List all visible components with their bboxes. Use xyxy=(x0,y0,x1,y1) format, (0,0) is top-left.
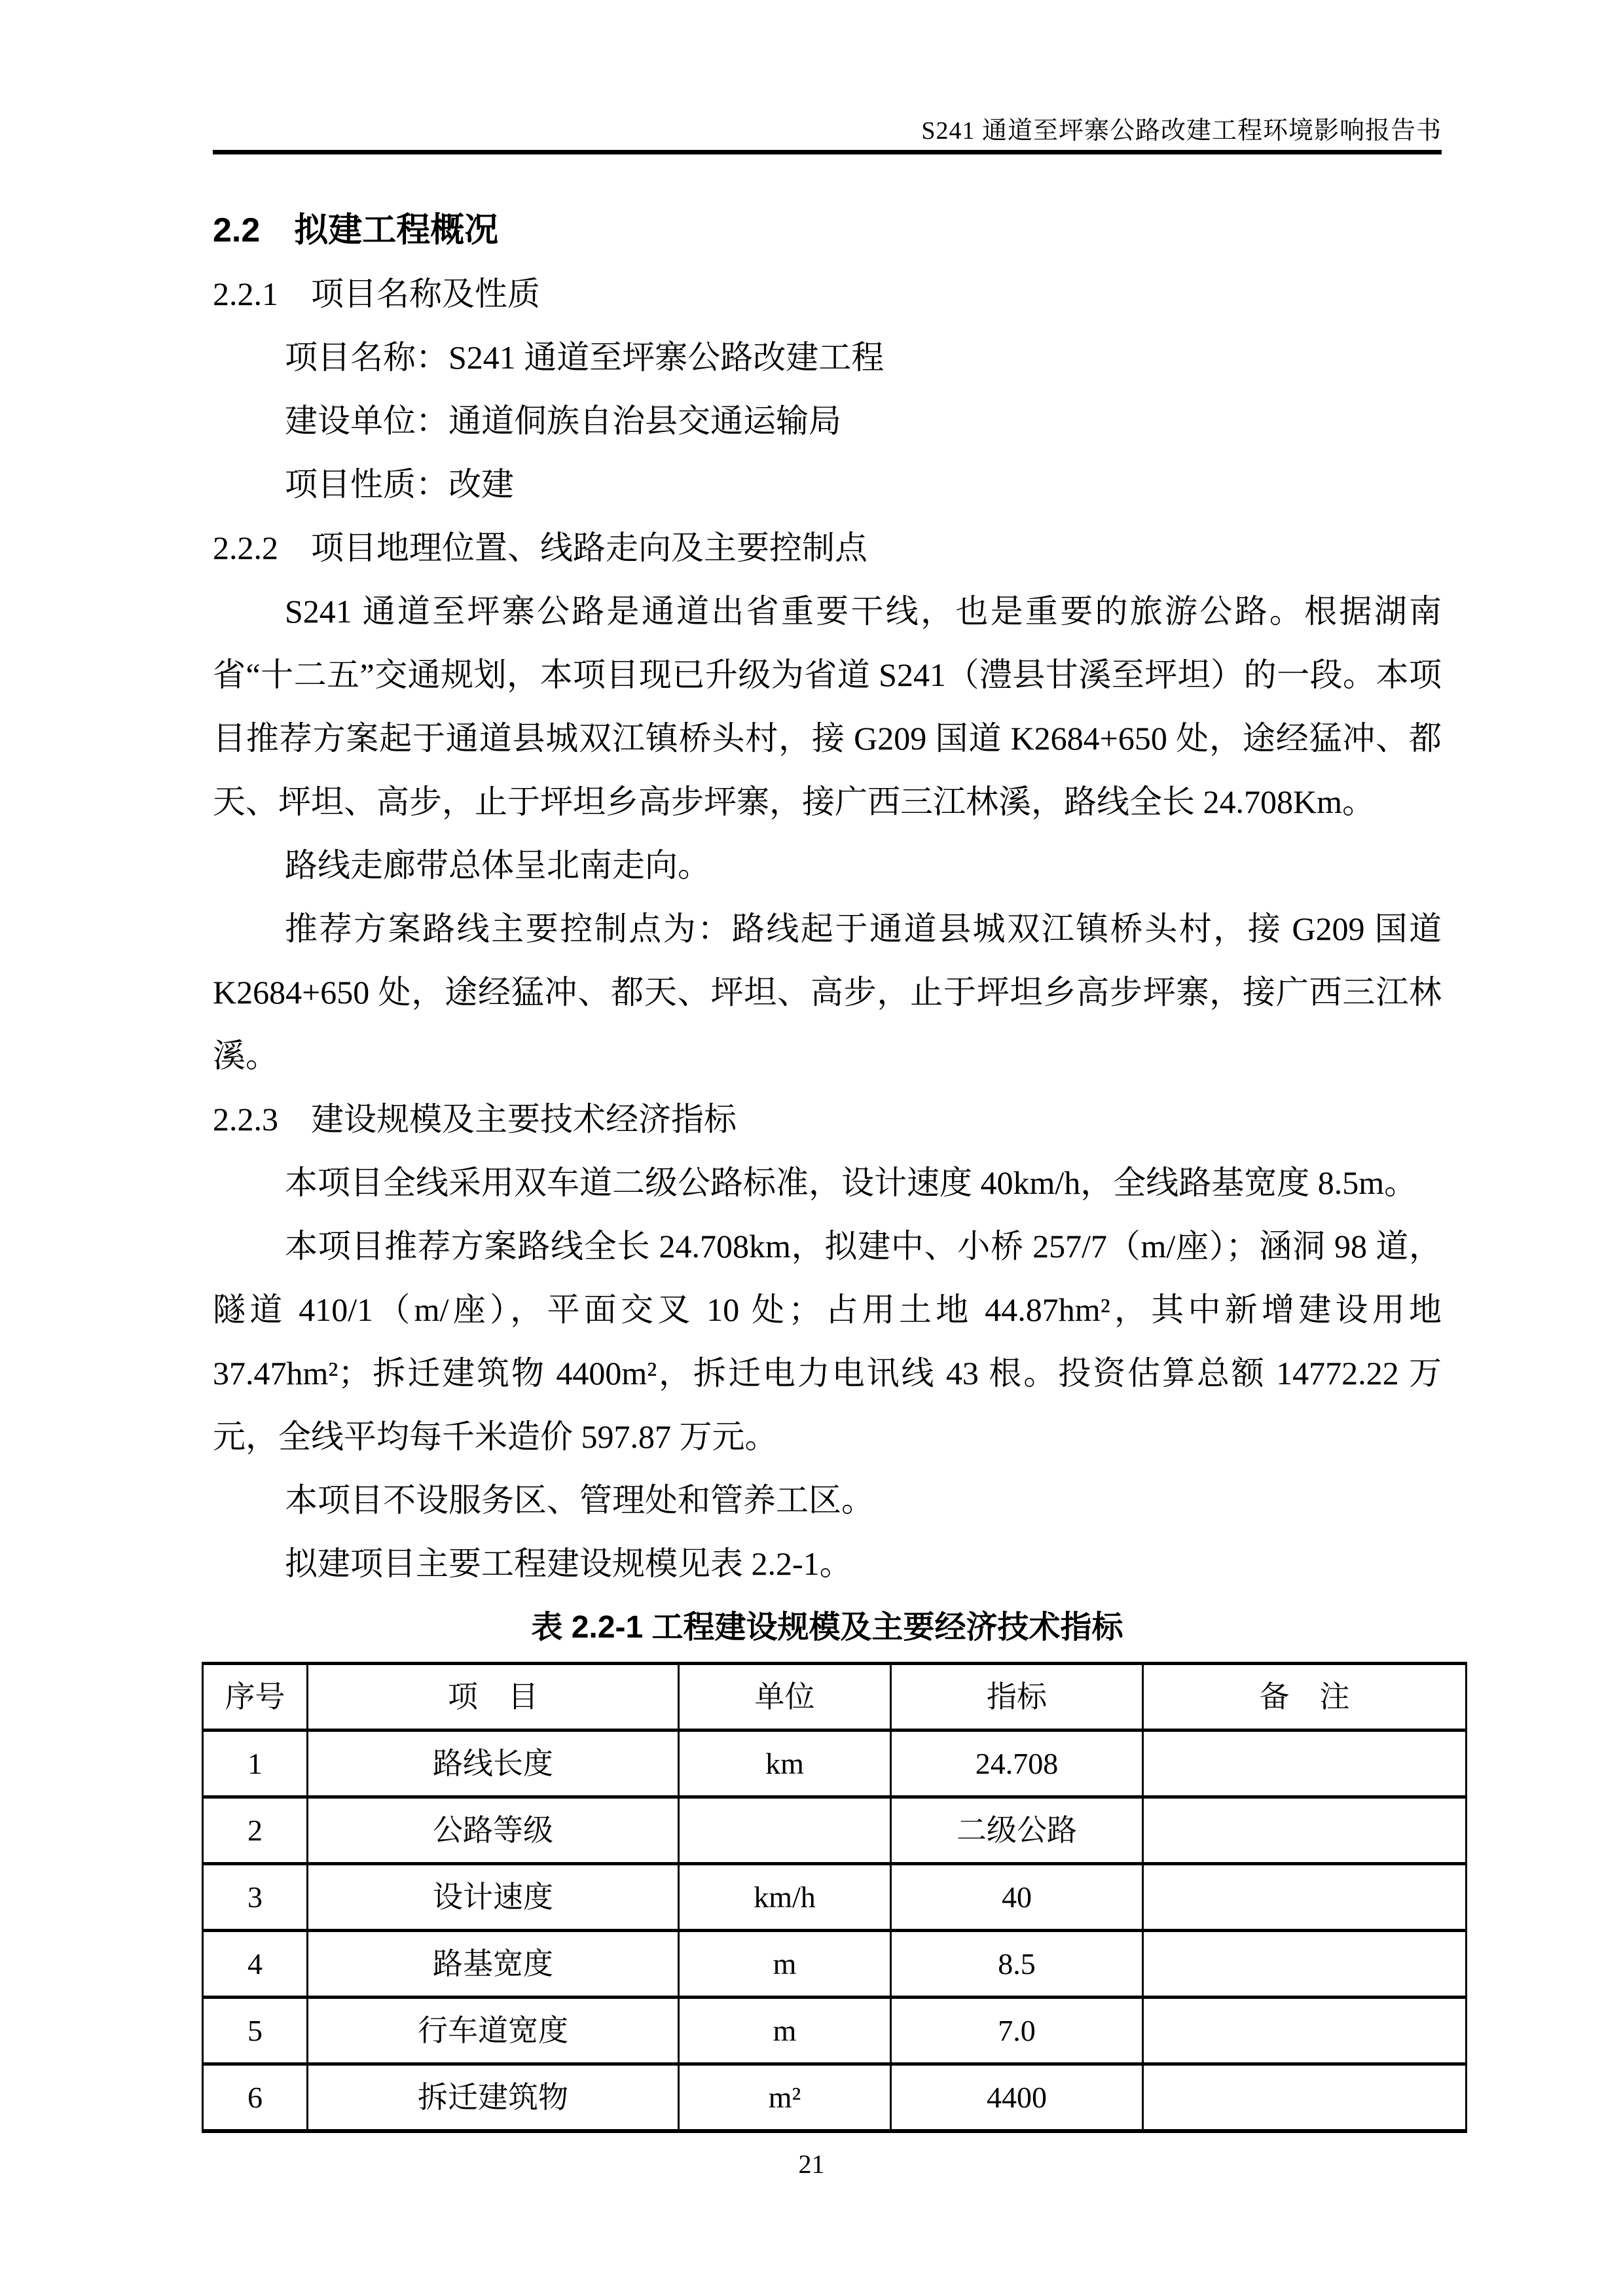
cell-unit: m xyxy=(679,1998,891,2064)
paragraph-route-overview: S241 通道至坪寨公路是通道出省重要干线，也是重要的旅游公路。根据湖南省“十二五”交通规划，本项目现已升级为省道 S241（澧县甘溪至坪坦）的一段。本项目推荐方案起于通道县城双江镇桥头村，接 G209 国道 K2684+650 处，途经猛冲、都天、坪坦、高步，止于坪坦乡高步坪寨，接广西三江林溪，路线全长 24.708Km。 xyxy=(213,593,1442,820)
cell-seq: 1 xyxy=(203,1731,308,1797)
cell-seq: 3 xyxy=(203,1864,308,1931)
cell-value: 8.5 xyxy=(891,1931,1143,1998)
heading-2-2-2: 2.2.2 项目地理位置、线路走向及主要控制点 xyxy=(213,529,867,566)
cell-seq: 4 xyxy=(203,1931,308,1998)
table-row xyxy=(203,1731,1467,1797)
table-row xyxy=(203,1797,1467,1864)
table-header-row xyxy=(203,1664,1467,1731)
col-header-unit: 单位 xyxy=(679,1664,891,1731)
col-header-item: 项 目 xyxy=(308,1664,679,1731)
cell-unit: km/h xyxy=(679,1864,891,1931)
col-header-note: 备 注 xyxy=(1143,1664,1467,1731)
paragraph-control-points: 推荐方案路线主要控制点为：路线起于通道县城双江镇桥头村，接 G209 国道 K2684+650 处，途经猛冲、都天、坪坦、高步，止于坪坦乡高步坪寨，接广西三江林溪。 xyxy=(213,910,1442,1074)
cell-note xyxy=(1143,1931,1467,1998)
cell-item: 设计速度 xyxy=(308,1864,679,1931)
cell-item: 行车道宽度 xyxy=(308,1998,679,2064)
col-header-value: 指标 xyxy=(891,1664,1143,1731)
page-footer xyxy=(0,2150,1623,2179)
col-header-seq: 序号 xyxy=(203,1664,308,1731)
cell-item: 拆迁建筑物 xyxy=(308,2064,679,2132)
paragraph-no-service-area: 本项目不设服务区、管理处和管养工区。 xyxy=(285,1482,874,1518)
heading-2-2-3: 2.2.3 建设规模及主要技术经济指标 xyxy=(213,1101,737,1138)
cell-note xyxy=(1143,1797,1467,1864)
paragraph-project-nature: 项目性质：改建 xyxy=(285,466,514,503)
table-row xyxy=(203,1864,1467,1931)
cell-item: 路线长度 xyxy=(308,1731,679,1797)
cell-note xyxy=(1143,1864,1467,1931)
cell-unit: km xyxy=(679,1731,891,1797)
cell-item: 公路等级 xyxy=(308,1797,679,1864)
cell-value: 24.708 xyxy=(891,1731,1143,1797)
cell-unit: m² xyxy=(679,2064,891,2132)
heading-2-2-1: 2.2.1 项目名称及性质 xyxy=(213,276,540,312)
cell-unit: m xyxy=(679,1931,891,1998)
table-row xyxy=(203,2064,1467,2132)
cell-item: 路基宽度 xyxy=(308,1931,679,1998)
paragraph-scale-detail: 本项目推荐方案路线全长 24.708km，拟建中、小桥 257/7（m/座）；涵洞 98 道，隧道 410/1（m/座），平面交叉 10 处；占用土地 44.87hm²，其中新增建设用地 37.47hm²；拆迁建筑物 4400m²，拆迁电力电讯线 43 根。投资估算总额 14772.22 万元，全线平均每千米造价 597.87 万元。 xyxy=(213,1228,1442,1455)
page-number: 21 xyxy=(798,2149,825,2179)
report-header-title: S241 通道至坪寨公路改建工程环境影响报告书 xyxy=(921,117,1442,145)
cell-seq: 5 xyxy=(203,1998,308,2064)
table-row xyxy=(203,1998,1467,2064)
cell-value: 40 xyxy=(891,1864,1143,1931)
cell-note xyxy=(1143,1998,1467,2064)
content-frame xyxy=(213,118,1442,2133)
cell-note xyxy=(1143,1731,1467,1797)
paragraph-corridor-direction: 路线走廊带总体呈北南走向。 xyxy=(285,847,710,884)
cell-seq: 2 xyxy=(203,1797,308,1864)
table-caption: 表 2.2-1 工程建设规模及主要经济技术指标 xyxy=(531,1610,1123,1645)
header-rule xyxy=(213,150,1442,154)
cell-value: 4400 xyxy=(891,2064,1143,2132)
cell-seq: 6 xyxy=(203,2064,308,2132)
heading-2-2: 2.2 拟建工程概况 xyxy=(213,211,499,249)
cell-value: 二级公路 xyxy=(891,1797,1143,1864)
page-header xyxy=(213,118,1442,154)
paragraph-construction-unit: 建设单位：通道侗族自治县交通运输局 xyxy=(285,403,841,439)
paragraph-see-table: 拟建项目主要工程建设规模见表 2.2-1。 xyxy=(285,1545,852,1582)
cell-note xyxy=(1143,2064,1467,2132)
paragraph-standard: 本项目全线采用双车道二级公路标准，设计速度 40km/h，全线路基宽度 8.5m。 xyxy=(285,1164,1417,1201)
paragraph-project-name: 项目名称：S241 通道至坪寨公路改建工程 xyxy=(285,339,884,376)
cell-unit xyxy=(679,1797,891,1864)
document-body xyxy=(213,199,1442,2133)
scale-indicator-table xyxy=(202,1662,1467,2133)
cell-value: 7.0 xyxy=(891,1998,1143,2064)
table-row xyxy=(203,1931,1467,1998)
